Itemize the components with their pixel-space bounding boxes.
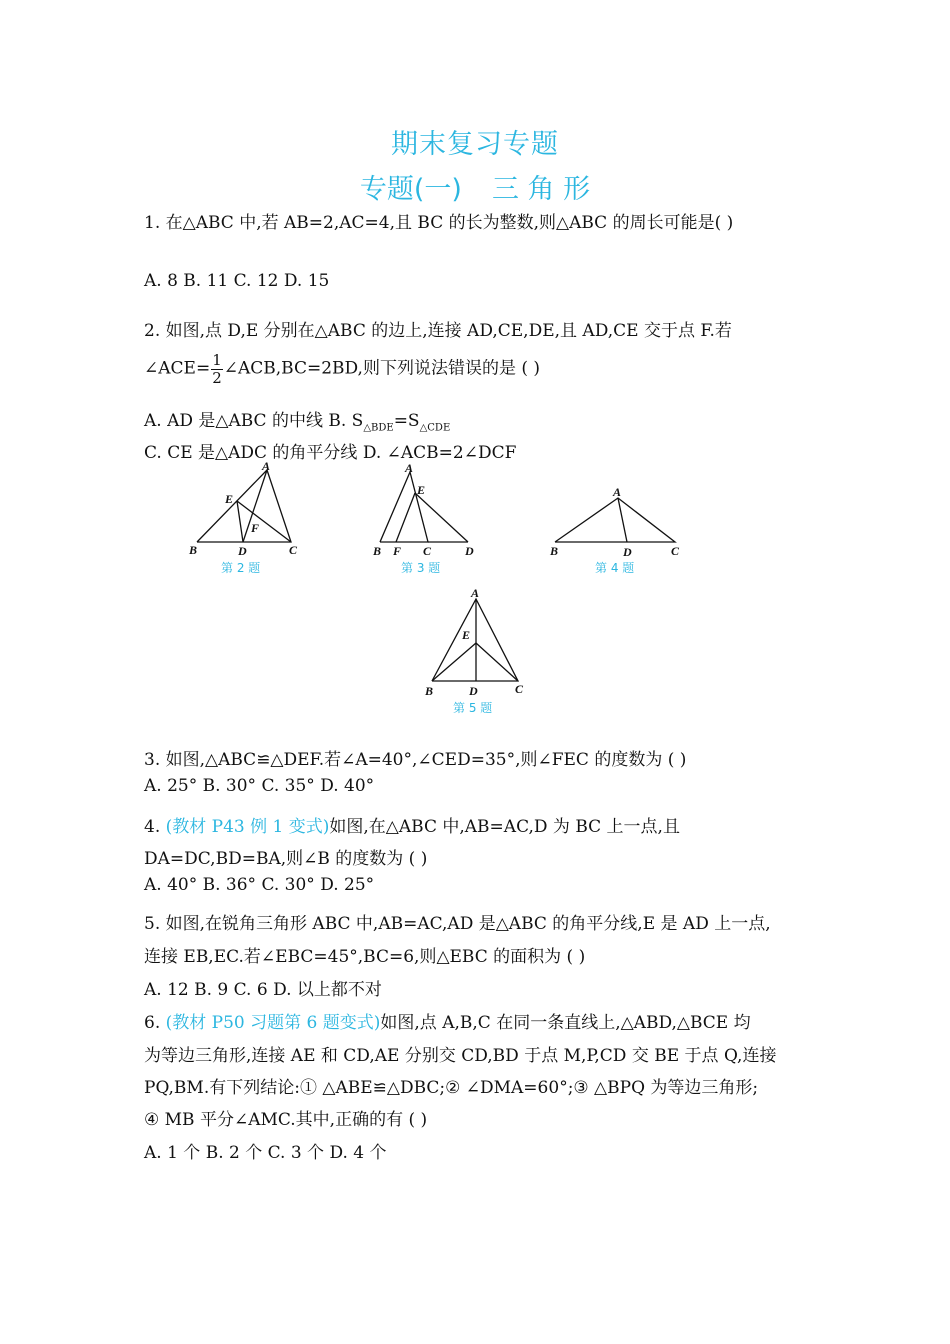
fig2-label-a: A (262, 459, 271, 473)
fig2-label-e: E (225, 492, 234, 506)
q2-subscript-cde: △CDE (419, 422, 451, 434)
fig4-label-a: A (613, 485, 622, 499)
question-4-number: 4. (144, 817, 166, 837)
fraction-denominator: 2 (212, 368, 222, 387)
fig3-label-c: C (423, 544, 432, 558)
question-2-stem-line1: 2. 如图,点 D,E 分别在△ABC 的边上,连接 AD,CE,DE,且 AD,CE 交于点 F.若 (144, 321, 732, 341)
question-6-source: (教材 P50 习题第 6 题变式) (165, 1013, 381, 1033)
section-title (0, 167, 950, 206)
question-5-stem-line1: 5. 如图,在锐角三角形 ABC 中,AB=AC,AD 是△ABC 的角平分线,E 是 AD 上一点, (144, 914, 771, 934)
figure-4 (545, 478, 695, 580)
figure-5 (418, 585, 538, 717)
question-6-stem-line4: ④ MB 平分∠AMC.其中,正确的有 ( ) (144, 1110, 428, 1130)
fig3-label-d: D (465, 544, 474, 558)
q2-subscript-bde: △BDE (363, 422, 394, 434)
fig2-label-f: F (251, 521, 260, 535)
question-4-stem-line2: DA=DC,BD=BA,则∠B 的度数为 ( ) (144, 849, 428, 869)
fig2-label-c: C (289, 543, 298, 557)
fig2-label-b: B (189, 543, 198, 557)
fig5-label-a: A (471, 586, 480, 600)
question-6-options: A. 1 个 B. 2 个 C. 3 个 D. 4 个 (144, 1143, 387, 1163)
fig3-label-a: A (405, 461, 414, 475)
q2-option-a: A. AD 是△ABC 的中线 B. S (144, 411, 364, 431)
question-6-stem-line2: 为等边三角形,连接 AE 和 CD,AE 分别交 CD,BD 于点 M,P,CD 交 BE 于点 Q,连接 (144, 1046, 777, 1066)
fig5-label-d: D (469, 684, 478, 698)
question-5-stem-line2: 连接 EB,EC.若∠EBC=45°,BC=6,则△EBC 的面积为 ( ) (144, 947, 586, 967)
question-2-options-ab (144, 406, 450, 433)
fig4-label-c: C (671, 544, 680, 558)
figure-3 (368, 458, 488, 580)
question-2-stem-line2 (144, 352, 540, 386)
question-1-stem: 1. 在△ABC 中,若 AB=2,AC=4,且 BC 的长为整数,则△ABC 的周长可能是( ) (144, 213, 734, 233)
question-4-source: (教材 P43 例 1 变式) (165, 817, 330, 837)
question-6-number: 6. (144, 1013, 166, 1033)
question-1-options: A. 8 B. 11 C. 12 D. 15 (144, 271, 330, 291)
fig4-label-b: B (550, 544, 559, 558)
fig3-label-f: F (393, 544, 402, 558)
question-4-text: 如图,在△ABC 中,AB=AC,D 为 BC 上一点,且 (329, 817, 680, 837)
question-4-options: A. 40° B. 36° C. 30° D. 25° (144, 875, 375, 895)
fig5-label-b: B (425, 684, 434, 698)
figure-2 (185, 458, 315, 580)
question-4-stem-line1 (144, 812, 680, 837)
question-6-stem-line3: PQ,BM.有下列结论:① △ABE≌△DBC;② ∠DMA=60°;③ △BPQ 为等边三角形; (144, 1078, 759, 1098)
q2-angle-text: ∠ACE= (144, 358, 211, 379)
q2-rest-text: ∠ACB,BC=2BD,则下列说法错误的是 ( ) (223, 358, 541, 379)
fraction-numerator: 1 (212, 351, 222, 369)
fig5-caption: 第 5 题 (453, 701, 493, 715)
fig4-label-d: D (623, 545, 632, 559)
page-title: 期末复习专题 (391, 129, 559, 160)
fig5-label-c: C (515, 682, 524, 696)
question-6-stem-line1 (144, 1008, 751, 1033)
question-3-stem: 3. 如图,△ABC≌△DEF.若∠A=40°,∠CED=35°,则∠FEC 的度数为 ( ) (144, 750, 687, 770)
section-number: 专题(一) (359, 174, 462, 205)
fig3-caption: 第 3 题 (401, 561, 441, 575)
question-5-options: A. 12 B. 9 C. 6 D. 以上都不对 (144, 980, 382, 1000)
q2-option-b-mid: =S (393, 411, 420, 431)
fig2-caption: 第 2 题 (221, 561, 261, 575)
question-6-text: 如图,点 A,B,C 在同一条直线上,△ABD,△BCE 均 (380, 1013, 751, 1033)
section-topic: 三 角 形 (491, 174, 591, 205)
fig5-label-e: E (462, 628, 471, 642)
fig3-label-b: B (373, 544, 382, 558)
question-2-options-cd: C. CE 是△ADC 的角平分线 D. ∠ACB=2∠DCF (144, 443, 517, 463)
fig3-label-e: E (417, 483, 426, 497)
fig4-caption: 第 4 题 (595, 561, 635, 575)
fraction-half (211, 352, 223, 386)
question-3-options: A. 25° B. 30° C. 35° D. 40° (144, 776, 375, 796)
fig2-label-d: D (238, 544, 247, 558)
